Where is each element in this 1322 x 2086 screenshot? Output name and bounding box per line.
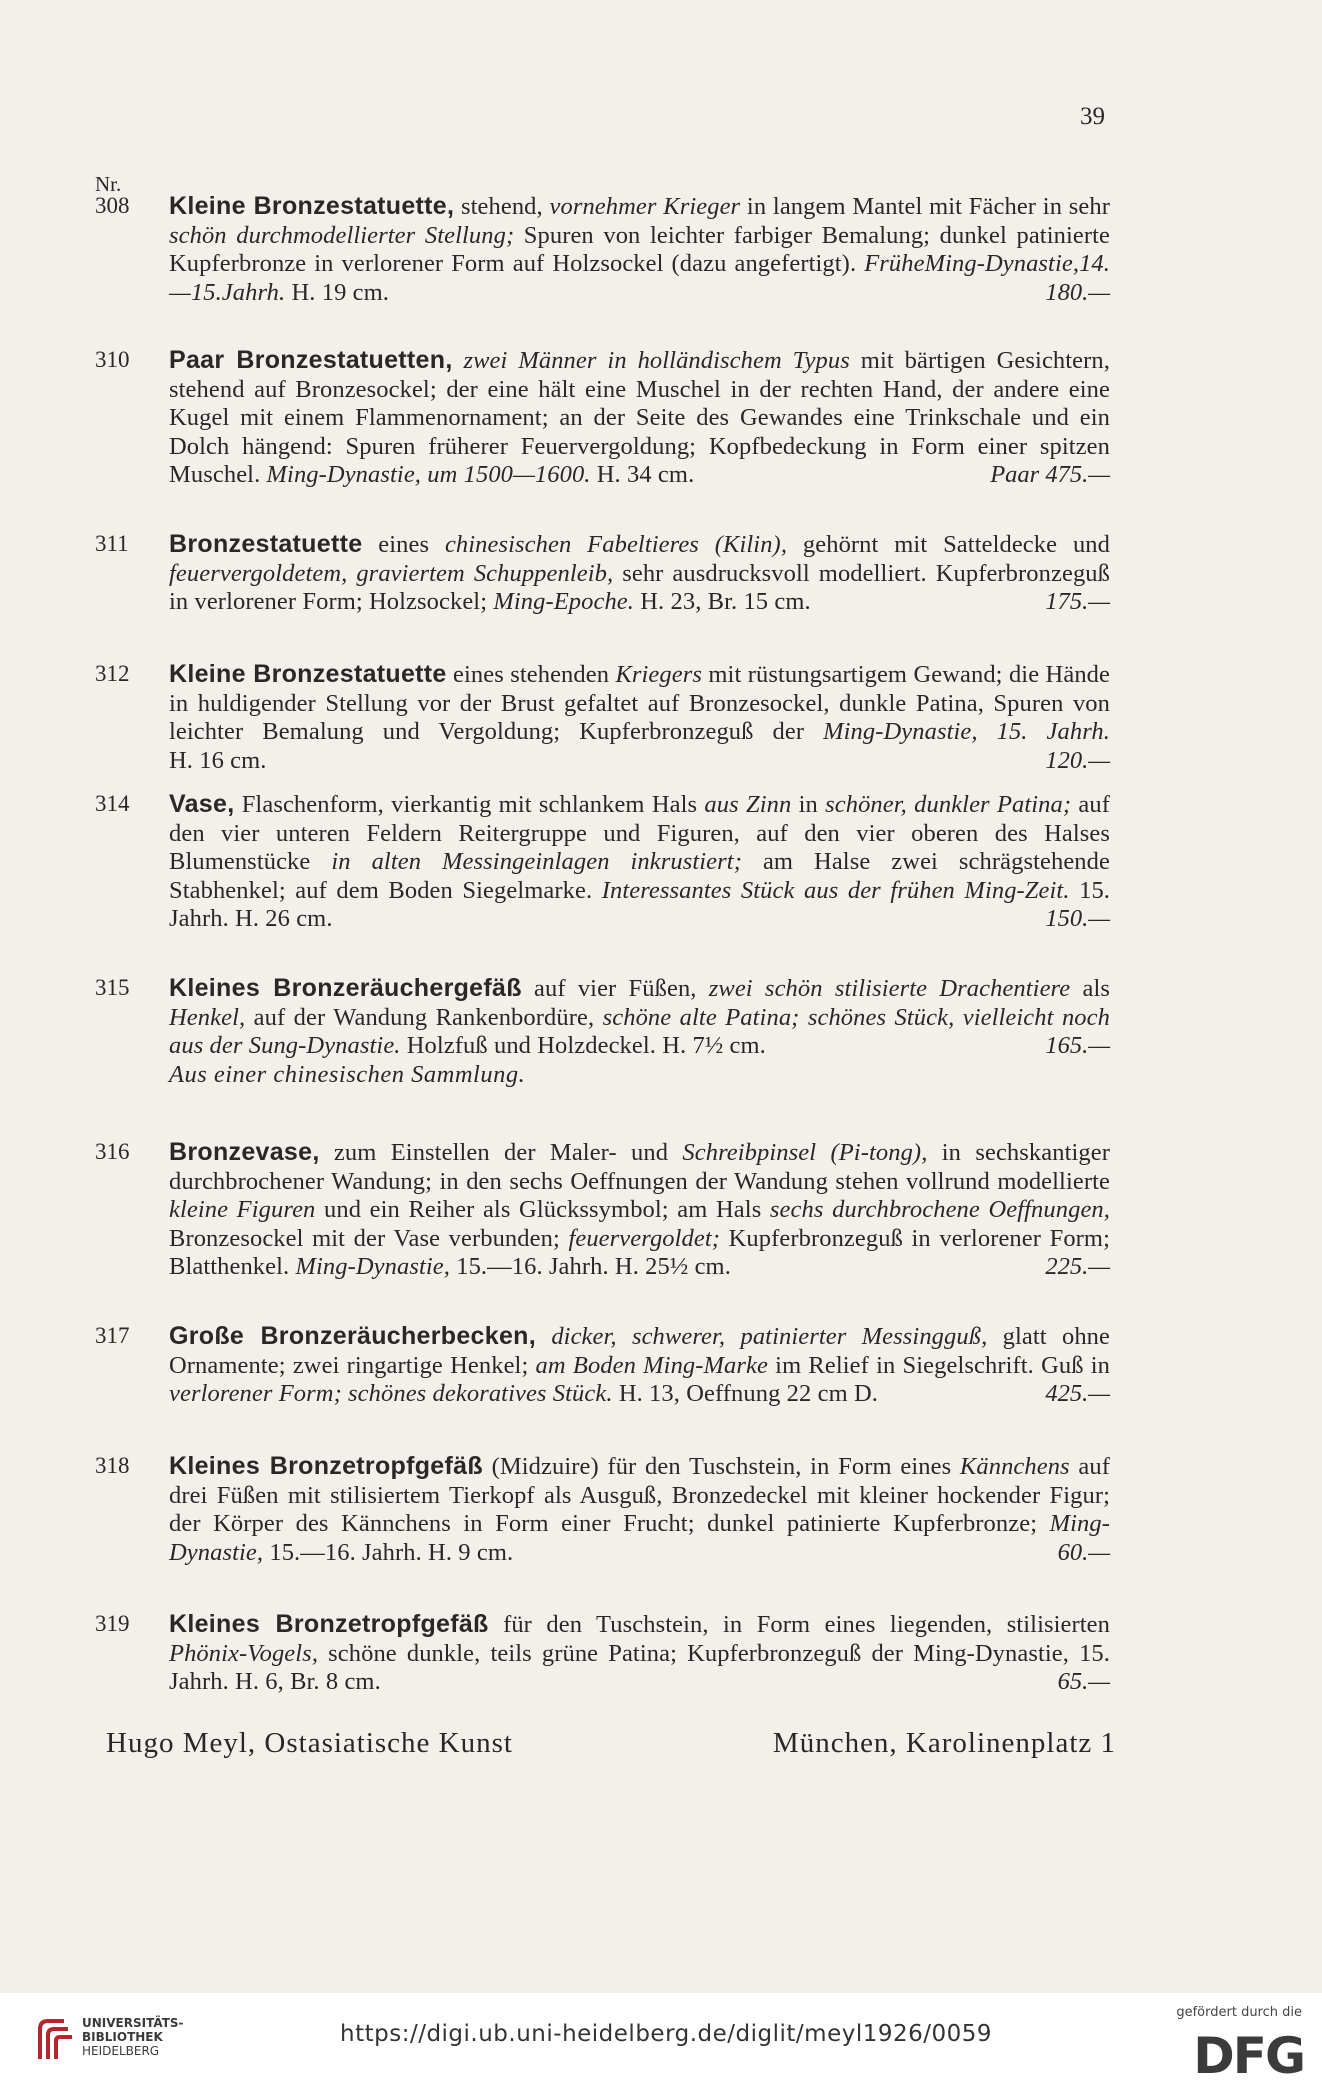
catalog-entry — [95, 974, 1110, 1089]
body-text: in sechskantiger durchbrochener Wandung; in den sechs Oeffnungen der Wandung stehen vollrund modellierte — [169, 1139, 1110, 1195]
italic-text: schöner, dunkler Patina; — [825, 791, 1072, 818]
entry-price: 180.— — [1045, 278, 1110, 306]
entry-number: 308 — [95, 193, 130, 218]
entry-title: Bronzevase, — [169, 1138, 320, 1166]
entry-title: Kleines Bronzetropfgefäß — [169, 1610, 489, 1638]
dimensions: H. 7½ cm. — [662, 1032, 766, 1060]
entry-price: 60.— — [1057, 1538, 1110, 1566]
body-text: (Midzuire) für den Tuschstein, in Form eines — [482, 1453, 960, 1480]
library-line: HEIDELBERG — [82, 2044, 160, 2058]
dfg-logo[interactable]: DFG — [1193, 2027, 1304, 2085]
publisher-name: Hugo Meyl, Ostasiatische Kunst — [106, 1727, 513, 1759]
entry-title: Paar Bronzestatuetten, — [169, 346, 453, 374]
entry-number: 317 — [95, 1323, 130, 1348]
entry-body — [169, 791, 1110, 932]
body-text: Bronzesockel mit der Vase verbunden; — [169, 1224, 569, 1252]
entry-price: 65.— — [1057, 1668, 1110, 1696]
catalog-entry — [95, 530, 1110, 617]
body-text: für den Tuschstein, in Form eines liegenden, stilisierten — [488, 1611, 1110, 1638]
italic-text: Kännchens — [959, 1453, 1070, 1480]
entry-price: 425.— — [1045, 1380, 1110, 1408]
italic-text: FrüheMing-Dynastie,14.—15.Jahrh. — [169, 250, 1110, 306]
entry-note: Aus einer chinesischen Sammlung. — [169, 1060, 526, 1088]
entry-number: 314 — [95, 791, 130, 816]
entry-text — [169, 1452, 1110, 1567]
catalog-entry — [95, 346, 1110, 490]
entry-price: 150.— — [1045, 905, 1110, 933]
sponsor-caption: gefördert durch die — [1176, 2005, 1302, 2020]
italic-text: aus Zinn — [704, 791, 792, 818]
body-text: 15.—16. Jahrh. — [450, 1253, 615, 1281]
dimensions: H. 19 cm. — [291, 278, 390, 306]
dimensions: H. 9 cm. — [428, 1538, 514, 1566]
library-name — [82, 2016, 184, 2058]
body-text: mit bärtigen Gesichtern, stehend auf Bronzesockel; der eine hält eine Muschel in der rechten Hand, der andere eine Kugel mit einem Flammenornament; an der Seite des Gewandes eine Trinkschale und ein Dolch hängend: Spuren früherer Feuervergoldung; Kopfbedeckung in Form einer spitzen Muschel. — [169, 347, 1110, 489]
dimensions: H. 25½ cm. — [614, 1253, 731, 1281]
library-line: BIBLIOTHEK — [82, 2030, 163, 2044]
body-text: sehr ausdrucksvoll modelliert. Kupferbronzeguß in verlorener Form; Holzsockel; — [169, 559, 1110, 616]
catalog-entry — [95, 660, 1110, 775]
body-text: mit rüstungsartigem Gewand; die Hände in huldigender Stellung vor der Brust gefaltet auf Bronzesockel, dunkle Patina, Spuren von leichter Bemalung und Vergoldung; Kupferbronzeguß der — [169, 661, 1110, 746]
body-text: eines — [362, 531, 445, 558]
body-text: zum Einstellen der Maler- und — [319, 1139, 683, 1166]
italic-text: in alten Messingeinlagen inkrustiert; — [331, 848, 742, 876]
body-text — [453, 347, 464, 374]
italic-text: zwei schön stilisierte Drachentiere — [708, 975, 1071, 1002]
body-text: und ein Reiher als Glückssymbol; am Hals — [315, 1196, 770, 1224]
catalog-entry — [95, 1452, 1110, 1567]
body-text: Holzfuß und Holzdeckel. — [400, 1032, 663, 1060]
entry-text — [169, 1610, 1110, 1697]
entry-title: Kleine Bronzestatuette — [169, 660, 447, 688]
dimensions: H. 34 cm. — [596, 461, 695, 489]
italic-text: Ming-Dynastie, um 1500—1600. — [266, 461, 591, 489]
italic-text: feuervergoldetem, graviertem Schuppenleib, — [169, 559, 614, 587]
entry-title: Vase, — [169, 790, 235, 818]
entry-text — [169, 192, 1110, 307]
italic-text: chinesischen Fabeltieres (Kilin), — [444, 531, 788, 558]
italic-text: dicker, schwerer, patinierter Messingguß, — [551, 1323, 988, 1350]
entry-number: 311 — [95, 531, 129, 556]
dimensions: H. 13, Oeffnung 22 cm D. — [618, 1380, 878, 1408]
dimensions: H. 23, Br. 15 cm. — [640, 588, 811, 616]
catalog-entry — [95, 790, 1110, 934]
body-text: Flaschenform, vierkantig mit schlankem Hals — [234, 791, 705, 818]
entry-text — [169, 530, 1110, 617]
italic-text: Phönix-Vogels, — [169, 1639, 319, 1667]
entry-title: Kleines Bronzetropfgefäß — [169, 1452, 483, 1480]
body-text: Kupferbronzeguß in verlorener Form; Blatthenkel. — [169, 1224, 1110, 1281]
italic-text: kleine Figuren — [169, 1196, 316, 1224]
italic-text: Henkel, — [169, 1003, 246, 1031]
body-text: stehend, — [454, 193, 550, 220]
italic-text: Interessantes Stück aus der frühen Ming-Zeit. — [601, 876, 1070, 904]
entry-price: 120.— — [1045, 746, 1110, 774]
italic-text: sechs durchbrochene Oeffnungen, — [769, 1196, 1110, 1224]
catalog-entry — [95, 1138, 1110, 1282]
catalog-entry — [95, 1610, 1110, 1697]
body-text: Spuren von leichter farbiger Bemalung; dunkel patinierte Kupferbronze in verlorener Form auf Holzsockel (dazu angefertigt). — [169, 221, 1110, 278]
italic-text: schöne alte Patina; schönes Stück, vielleicht noch aus der Sung-Dynastie. — [169, 1003, 1110, 1060]
italic-text: Ming-Dynastie, — [295, 1253, 450, 1281]
dimensions: H. 26 cm. — [235, 905, 333, 933]
italic-text: Kriegers — [615, 661, 703, 688]
body-text: 15. Jahrh. — [169, 876, 1111, 933]
italic-text: schön durchmodellierter Stellung; — [169, 221, 515, 249]
library-line: UNIVERSITÄTS- — [82, 2016, 184, 2030]
entry-title: Bronzestatuette — [169, 530, 363, 558]
italic-text: vornehmer Krieger — [549, 193, 741, 220]
body-text: glatt ohne Ornamente; zwei ringartige Henkel; — [169, 1323, 1110, 1379]
catalog-entry — [95, 1322, 1110, 1409]
digitization-bar — [0, 1993, 1322, 2086]
entry-text — [169, 660, 1110, 775]
italic-text: Ming-Epoche. — [493, 588, 635, 616]
italic-text: Ming-Dynastie, — [169, 1510, 1110, 1566]
body-text: gehörnt mit Satteldecke und — [787, 531, 1110, 558]
entry-title: Kleine Bronzestatuette, — [169, 192, 455, 220]
body-text: als — [1070, 975, 1110, 1002]
italic-text: Ming-Dynastie, 15. Jahrh. — [823, 718, 1110, 746]
dimensions: H. 16 cm. — [169, 746, 267, 774]
body-text: auf der Wandung Rankenbordüre, — [245, 1003, 603, 1031]
entry-price: 175.— — [1045, 588, 1110, 616]
entry-title: Kleines Bronzeräuchergefäß — [169, 974, 522, 1002]
italic-text: Schreibpinsel (Pi-tong), — [682, 1139, 928, 1166]
body-text: auf vier Füßen, — [521, 975, 709, 1002]
entry-text — [169, 346, 1110, 490]
entry-number: 318 — [95, 1453, 130, 1478]
publisher-address: München, Karolinenplatz 1 — [772, 1727, 1116, 1759]
entry-number: 315 — [95, 975, 130, 1000]
body-text: am Halse zwei schrägstehende Stabhenkel; auf dem Boden Siegelmarke. — [169, 848, 1110, 904]
entry-text — [169, 790, 1110, 934]
entry-number: 319 — [95, 1611, 130, 1636]
body-text: in langem Mantel mit Fächer in sehr — [740, 193, 1110, 220]
italic-text: am Boden Ming-Marke — [535, 1351, 768, 1379]
body-text: in — [791, 791, 826, 818]
permalink-url[interactable]: https://digi.ub.uni-heidelberg.de/diglit/meyl1926/0059 — [340, 2021, 993, 2047]
body-text: auf drei Füßen mit stilisiertem Tierkopf als Ausguß, Bronzedeckel mit kleiner hockender Figur; der Körper des Kännchens in Form einer Frucht; dunkel patinierte Kupferbronze; — [169, 1453, 1110, 1538]
dimensions: H. 6, Br. 8 cm. — [235, 1668, 381, 1696]
page-number: 39 — [1080, 103, 1105, 130]
body-text: eines stehenden — [446, 661, 616, 688]
ub-heidelberg-logo-icon[interactable] — [34, 2015, 76, 2065]
entry-number: 310 — [95, 347, 130, 372]
italic-text: verlorener Form; schönes dekoratives Stück. — [169, 1380, 613, 1408]
body-text: im Relief in Siegelschrift. Guß in — [767, 1351, 1111, 1379]
italic-text: feuervergoldet; — [568, 1224, 721, 1252]
body-text: auf den vier unteren Feldern Reitergruppe und Figuren, auf den vier oberen des Halses Blumenstücke — [169, 791, 1110, 876]
entry-title: Große Bronzeräucherbecken, — [169, 1322, 536, 1350]
catalog-entry — [95, 192, 1110, 307]
body-text: schöne dunkle, teils grüne Patina; Kupferbronzeguß der Ming-Dynastie, 15. Jahrh. — [169, 1639, 1110, 1696]
entry-text — [169, 1138, 1110, 1282]
entry-text — [169, 1322, 1110, 1409]
body-text — [536, 1323, 551, 1350]
body-text: 15.—16. Jahrh. — [263, 1538, 429, 1566]
entry-price: Paar 475.— — [990, 461, 1110, 489]
italic-text: zwei Männer in holländischem Typus — [463, 347, 850, 374]
entry-price: 165.— — [1045, 1032, 1110, 1060]
entry-number: 316 — [95, 1139, 130, 1164]
entry-text — [169, 974, 1110, 1061]
entry-number: 312 — [95, 661, 130, 686]
entry-price: 225.— — [1045, 1253, 1110, 1281]
nr-column-label: Nr. — [95, 172, 122, 196]
